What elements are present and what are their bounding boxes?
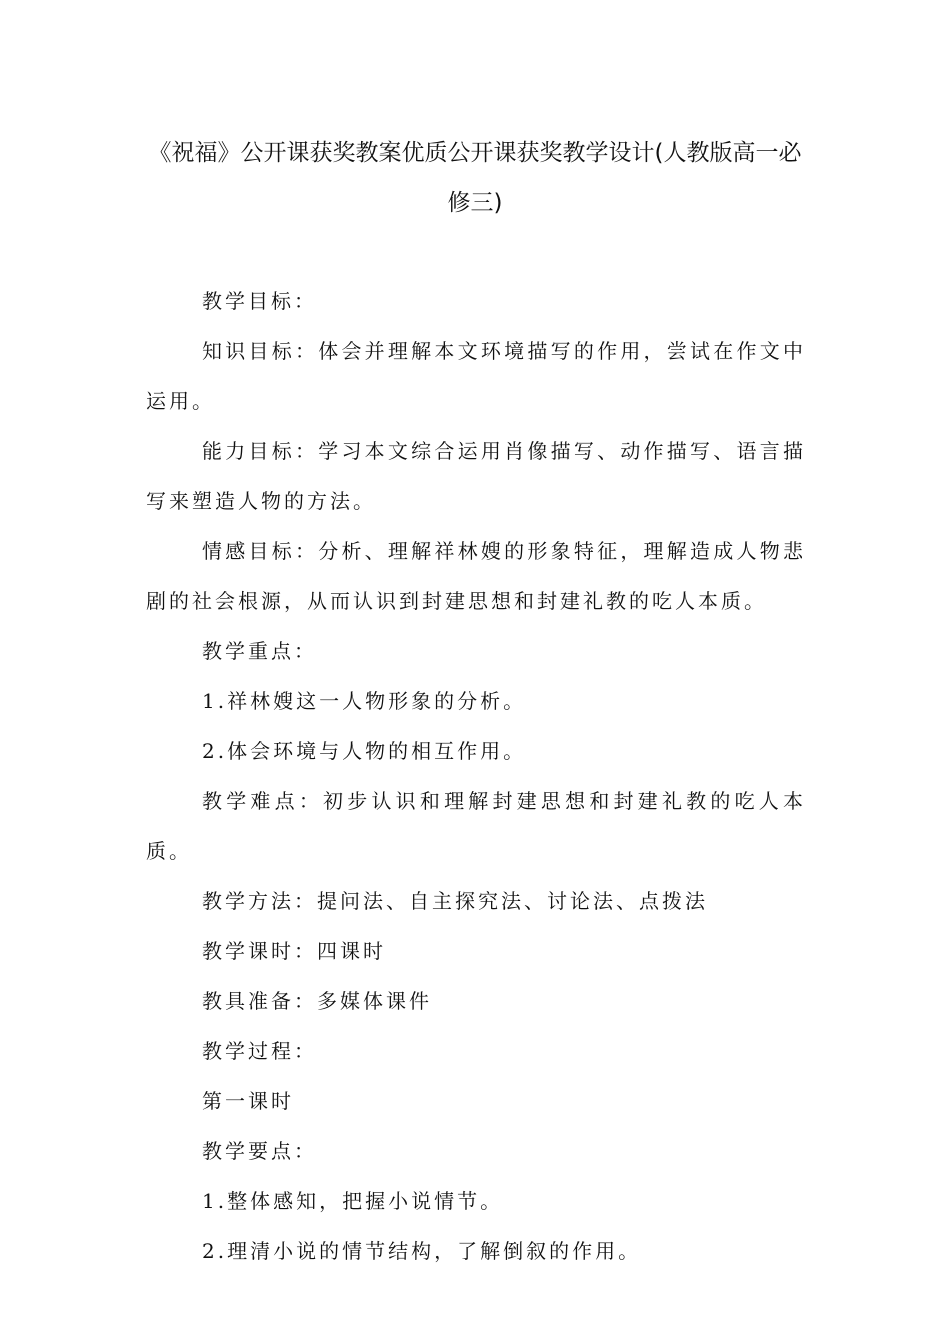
- paragraph-teaching-goals-heading: 教学目标：: [202, 289, 317, 313]
- paragraph-teaching-process-heading: 教学过程：: [202, 1039, 317, 1063]
- paragraph-emotion-goal: 情感目标：分析、理解祥林嫂的形象特征，理解造成人物悲剧的社会根源，从而认识到封建思想和封建礼教的吃人本质。: [146, 539, 806, 613]
- paragraph-class-hours: 教学课时：四课时: [202, 939, 386, 963]
- document-body: [146, 276, 806, 1276]
- paragraph-essential-1: 1.整体感知，把握小说情节。: [202, 1189, 504, 1213]
- paragraph-key-point-2: 2.体会环境与人物的相互作用。: [202, 739, 527, 763]
- paragraph-key-points-heading: 教学重点：: [202, 639, 317, 663]
- paragraph-ability-goal: 能力目标：学习本文综合运用肖像描写、动作描写、语言描写来塑造人物的方法。: [146, 439, 806, 513]
- paragraph-difficulty: 教学难点：初步认识和理解封建思想和封建礼教的吃人本质。: [146, 789, 806, 863]
- paragraph-teaching-methods: 教学方法：提问法、自主探究法、讨论法、点拨法: [202, 889, 708, 913]
- paragraph-knowledge-goal: 知识目标：体会并理解本文环境描写的作用，尝试在作文中运用。: [146, 339, 806, 413]
- paragraph-teaching-essentials-heading: 教学要点：: [202, 1139, 317, 1163]
- document-title: 《祝福》公开课获奖教案优质公开课获奖教学设计(人教版高一必修三): [148, 140, 802, 216]
- paragraph-essential-2: 2.理清小说的情节结构，了解倒叙的作用。: [202, 1239, 642, 1263]
- paragraph-first-lesson: 第一课时: [202, 1089, 294, 1113]
- paragraph-teaching-aids: 教具准备：多媒体课件: [202, 989, 432, 1013]
- paragraph-key-point-1: 1.祥林嫂这一人物形象的分析。: [202, 689, 527, 713]
